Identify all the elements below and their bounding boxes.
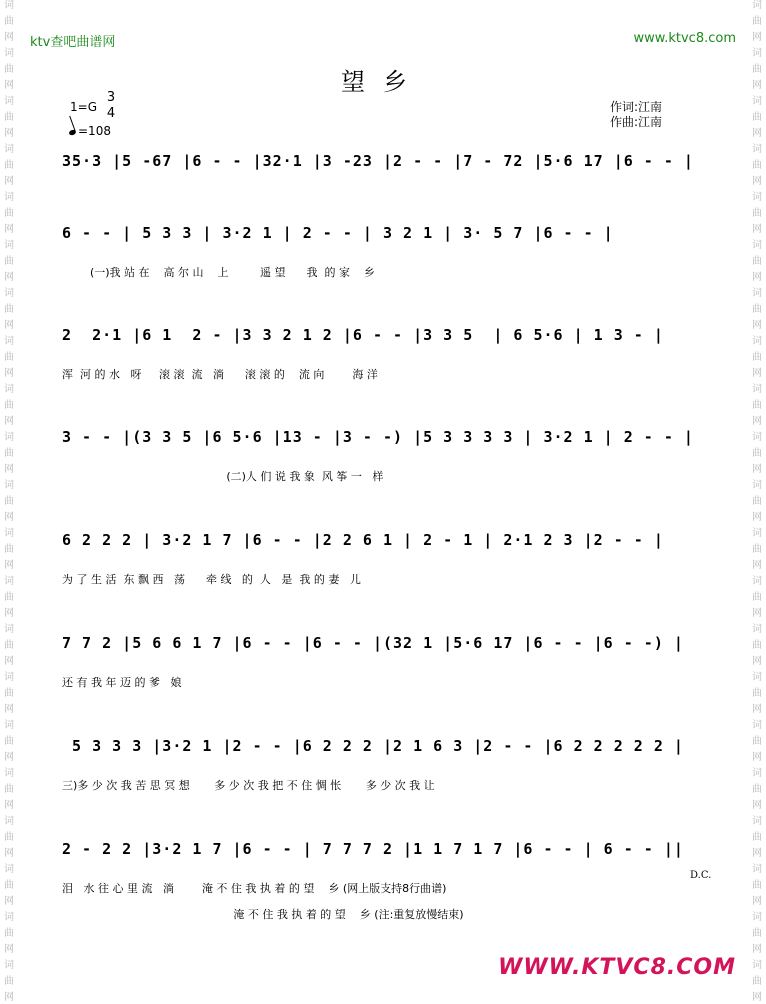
lyric-line: 还 有 我 年 迈 的 爹 娘: [62, 676, 182, 689]
watermark-char: 词: [4, 240, 14, 251]
tempo-marking: [69, 124, 111, 138]
watermark-char: 网: [752, 992, 762, 1003]
watermark-char: 词: [752, 624, 762, 635]
watermark-char: 词: [752, 720, 762, 731]
watermark-char: 网: [752, 224, 762, 235]
watermark-char: 曲: [4, 592, 14, 603]
watermark-char: 曲: [4, 832, 14, 843]
watermark-char: 网: [4, 80, 14, 91]
watermark-char: 曲: [4, 352, 14, 363]
notation-line: 5 3 3 3 |3·2 1 |2 - - |6 2 2 2 |2 1 6 3 |2 - - |6 2 2 2 2 2 |: [62, 737, 684, 755]
watermark-char: 曲: [4, 640, 14, 651]
tempo-value: =108: [78, 124, 111, 138]
watermark-char: 网: [4, 656, 14, 667]
watermark-char: 曲: [752, 448, 762, 459]
watermark-char: 曲: [4, 448, 14, 459]
watermark-char: 词: [752, 768, 762, 779]
site-link-right[interactable]: www.ktvc8.com: [633, 31, 736, 46]
key-signature: 1=G: [70, 100, 97, 114]
watermark-char: 网: [752, 896, 762, 907]
watermark-char: 词: [4, 768, 14, 779]
watermark-char: 词: [4, 48, 14, 59]
watermark-char: 曲: [752, 592, 762, 603]
watermark-char: 网: [752, 416, 762, 427]
watermark-char: 词: [4, 0, 14, 11]
watermark-char: 曲: [752, 976, 762, 987]
notation-line: 2 - 2 2 |3·2 1 7 |6 - - | 7 7 7 2 |1 1 7 1 7 |6 - - | 6 - - ||: [62, 840, 684, 858]
watermark-char: 网: [752, 560, 762, 571]
watermark-char: 网: [752, 320, 762, 331]
watermark-char: 网: [4, 608, 14, 619]
watermark-char: 词: [4, 288, 14, 299]
watermark-char: 网: [4, 464, 14, 475]
watermark-char: 网: [752, 32, 762, 43]
lyric-line: 浑 河 的 水 呀 滚 滚 流 淌 滚 滚 的 流 向 海 洋: [62, 368, 378, 381]
watermark-char: 曲: [752, 64, 762, 75]
watermark-char: 曲: [4, 736, 14, 747]
watermark-char: 曲: [4, 688, 14, 699]
watermark-char: 词: [4, 96, 14, 107]
watermark-char: 网: [752, 800, 762, 811]
watermark-char: 曲: [4, 544, 14, 555]
watermark-char: 曲: [752, 304, 762, 315]
watermark-char: 曲: [752, 736, 762, 747]
watermark-char: 网: [4, 944, 14, 955]
lyricist: 作词:江南: [610, 100, 663, 114]
lyric-line: 泪 水 往 心 里 流 淌 淹 不 住 我 执 着 的 望 乡 (网上版支持8行曲谱): [62, 882, 447, 895]
watermark-char: 网: [4, 992, 14, 1003]
credits: [610, 100, 662, 130]
watermark-char: 曲: [752, 400, 762, 411]
notation-line: 35·3 |5 -67 |6 - - |32·1 |3 -23 |2 - - |7 - 72 |5·6 17 |6 - - |: [62, 152, 694, 170]
watermark-char: 曲: [752, 784, 762, 795]
watermark-char: 词: [752, 192, 762, 203]
watermark-char: 词: [752, 672, 762, 683]
watermark-char: 网: [4, 320, 14, 331]
watermark-char: 网: [752, 704, 762, 715]
watermark-char: 网: [752, 176, 762, 187]
watermark-char: 词: [752, 960, 762, 971]
watermark-char: 网: [4, 800, 14, 811]
watermark-char: 曲: [4, 16, 14, 27]
watermark-char: 网: [4, 128, 14, 139]
watermark-char: 曲: [752, 640, 762, 651]
watermark-char: 曲: [752, 544, 762, 555]
quarter-note-icon: [68, 129, 76, 136]
watermark-char: 词: [4, 144, 14, 155]
watermark-char: 网: [4, 752, 14, 763]
watermark-char: 词: [752, 864, 762, 875]
notation-line: 2 2·1 |6 1 2 - |3 3 2 1 2 |6 - - |3 3 5 | 6 5·6 | 1 3 - |: [62, 326, 664, 344]
watermark-left-column: [1, 0, 17, 1004]
time-signature-top: 3: [106, 90, 116, 105]
watermark-char: 词: [752, 816, 762, 827]
watermark-char: 曲: [4, 208, 14, 219]
watermark-char: 曲: [752, 112, 762, 123]
song-title: 望乡: [341, 68, 425, 96]
watermark-char: 曲: [752, 160, 762, 171]
watermark-char: 网: [4, 848, 14, 859]
da-capo-mark: D.C.: [690, 870, 712, 881]
watermark-char: 网: [752, 848, 762, 859]
watermark-char: 网: [752, 128, 762, 139]
site-link-left[interactable]: ktv查吧曲谱网: [30, 35, 116, 50]
watermark-char: 曲: [4, 496, 14, 507]
notation-line: 6 - - | 5 3 3 | 3·2 1 | 2 - - | 3 2 1 | 3· 5 7 |6 - - |: [62, 224, 614, 242]
watermark-char: 词: [4, 480, 14, 491]
watermark-char: 网: [752, 512, 762, 523]
time-signature-bottom: 4: [106, 106, 116, 121]
watermark-char: 词: [4, 624, 14, 635]
lyric-line: 为 了 生 活 东 飘 西 荡 牵 线 的 人 是 我 的 妻 儿: [62, 573, 361, 586]
watermark-char: 词: [752, 288, 762, 299]
lyric-line: 三)多 少 次 我 苦 思 冥 想 多 少 次 我 把 不 住 惆 怅 多 少 次 我 让: [62, 779, 435, 792]
watermark-char: 词: [752, 240, 762, 251]
watermark-char: 网: [4, 560, 14, 571]
watermark-char: 网: [4, 224, 14, 235]
watermark-char: 网: [752, 368, 762, 379]
watermark-char: 词: [4, 912, 14, 923]
watermark-char: 词: [4, 384, 14, 395]
watermark-char: 网: [752, 464, 762, 475]
watermark-char: 词: [752, 576, 762, 587]
watermark-right-column: [749, 0, 765, 1004]
watermark-char: 词: [4, 816, 14, 827]
watermark-char: 词: [4, 192, 14, 203]
watermark-char: 词: [4, 528, 14, 539]
watermark-char: 词: [752, 144, 762, 155]
watermark-char: 曲: [4, 976, 14, 987]
watermark-char: 网: [752, 752, 762, 763]
watermark-char: 词: [752, 0, 762, 11]
watermark-char: 网: [4, 176, 14, 187]
watermark-char: 网: [752, 608, 762, 619]
watermark-char: 词: [4, 864, 14, 875]
watermark-char: 曲: [752, 496, 762, 507]
watermark-char: 曲: [4, 160, 14, 171]
watermark-char: 词: [752, 432, 762, 443]
watermark-char: 网: [4, 512, 14, 523]
watermark-char: 词: [752, 912, 762, 923]
watermark-char: 词: [752, 480, 762, 491]
watermark-char: 曲: [4, 880, 14, 891]
watermark-char: 词: [752, 528, 762, 539]
notation-line: 6 2 2 2 | 3·2 1 7 |6 - - |2 2 6 1 | 2 - 1 | 2·1 2 3 |2 - - |: [62, 531, 664, 549]
watermark-char: 词: [4, 576, 14, 587]
watermark-char: 词: [4, 720, 14, 731]
lyric-line-repeat: 淹 不 住 我 执 着 的 望 乡 (注:重复放慢结束): [62, 908, 464, 921]
watermark-char: 词: [752, 96, 762, 107]
watermark-char: 曲: [4, 64, 14, 75]
watermark-char: 曲: [4, 256, 14, 267]
watermark-char: 网: [4, 368, 14, 379]
watermark-char: 曲: [4, 928, 14, 939]
watermark-char: 词: [752, 48, 762, 59]
composer: 作曲:江南: [610, 115, 663, 129]
watermark-char: 词: [752, 336, 762, 347]
watermark-char: 网: [752, 944, 762, 955]
watermark-char: 网: [4, 896, 14, 907]
watermark-char: 词: [4, 432, 14, 443]
watermark-char: 曲: [4, 304, 14, 315]
watermark-char: 网: [4, 272, 14, 283]
watermark-char: 曲: [752, 208, 762, 219]
watermark-char: 曲: [752, 880, 762, 891]
watermark-char: 曲: [4, 784, 14, 795]
watermark-char: 网: [4, 32, 14, 43]
time-signature: [103, 90, 119, 122]
watermark-char: 曲: [752, 352, 762, 363]
watermark-char: 曲: [4, 400, 14, 411]
watermark-char: 曲: [752, 688, 762, 699]
lyric-line: (一)我 站 在 高 尔 山 上 遥 望 我 的 家 乡: [62, 266, 375, 279]
watermark-char: 曲: [752, 16, 762, 27]
notation-line: 7 7 2 |5 6 6 1 7 |6 - - |6 - - |(32 1 |5·6 17 |6 - - |6 - -) |: [62, 634, 684, 652]
watermark-char: 曲: [4, 112, 14, 123]
watermark-char: 网: [752, 272, 762, 283]
watermark-char: 词: [4, 672, 14, 683]
watermark-char: 曲: [752, 832, 762, 843]
watermark-char: 曲: [752, 256, 762, 267]
watermark-char: 词: [752, 384, 762, 395]
watermark-char: 网: [752, 656, 762, 667]
notation-line: 3 - - |(3 3 5 |6 5·6 |13 - |3 - -) |5 3 3 3 3 | 3·2 1 | 2 - - |: [62, 428, 694, 446]
watermark-char: 网: [4, 704, 14, 715]
footer-logo[interactable]: WWW.KTVC8.COM: [498, 955, 736, 980]
watermark-char: 词: [4, 336, 14, 347]
watermark-char: 网: [4, 416, 14, 427]
lyric-line: (二)人 们 说 我 象 风 筝 一 样: [62, 470, 384, 483]
watermark-char: 曲: [752, 928, 762, 939]
watermark-char: 网: [752, 80, 762, 91]
watermark-char: 词: [4, 960, 14, 971]
